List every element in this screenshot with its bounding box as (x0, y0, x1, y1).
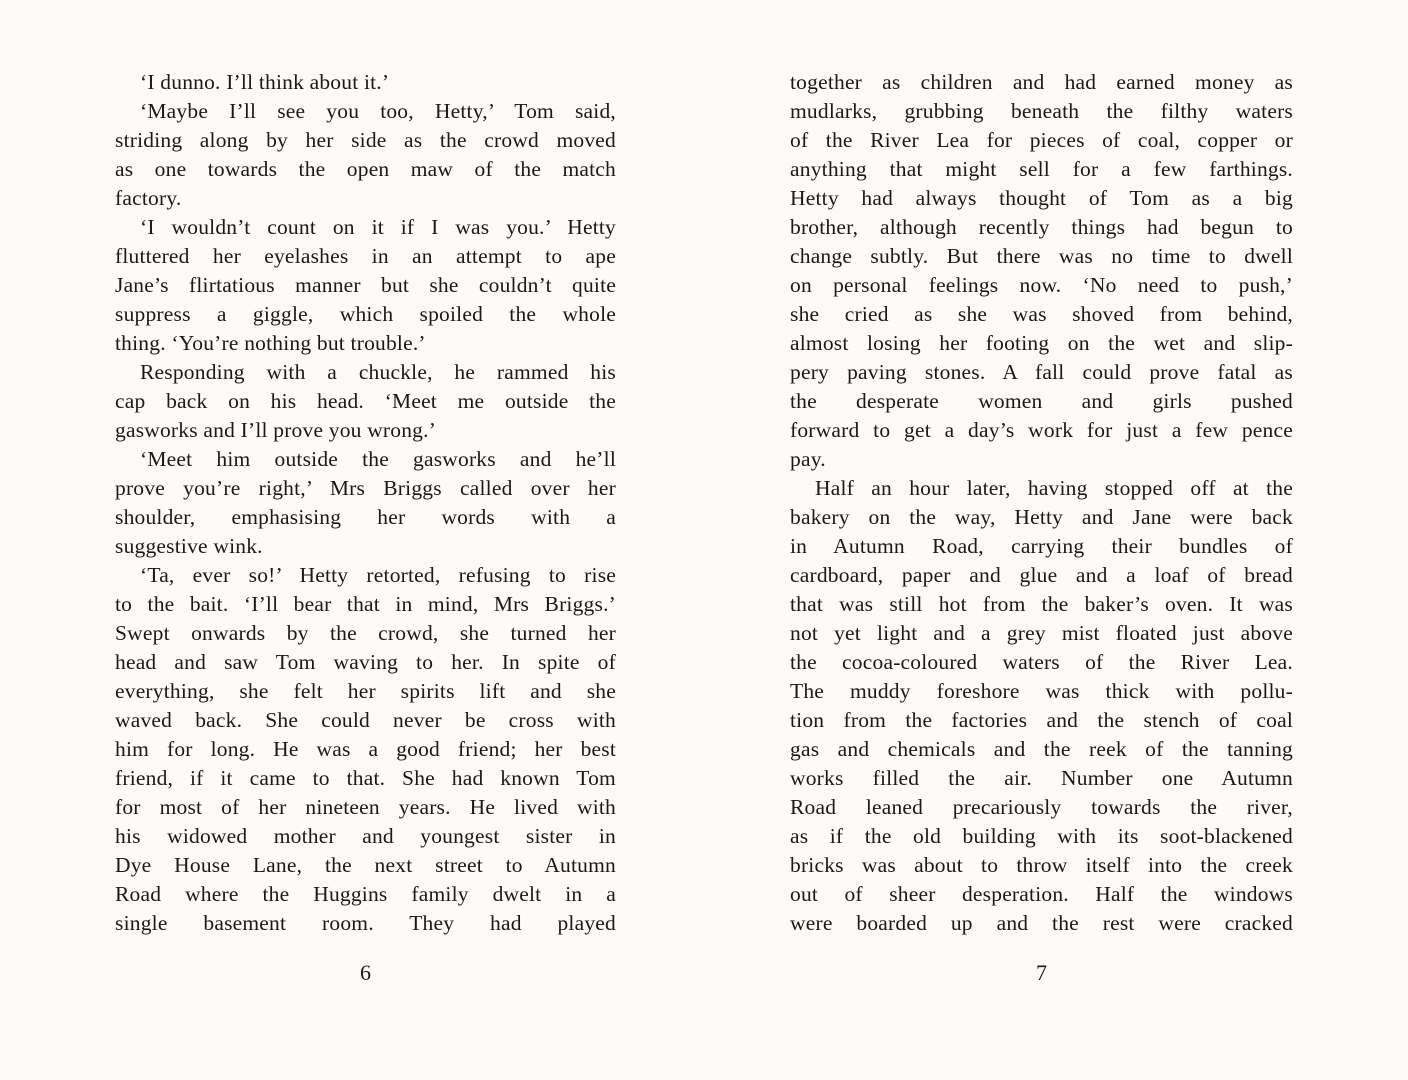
text-line: gas and chemicals and the reek of the tanning (790, 737, 1293, 761)
text-line: pery paving stones. A fall could prove fatal as (790, 360, 1293, 384)
text-line: Responding with a chuckle, he rammed his (140, 360, 616, 384)
text-line: ‘Maybe I’ll see you too, Hetty,’ Tom said, (140, 99, 616, 123)
text-line: ‘I wouldn’t count on it if I was you.’ Hetty (140, 215, 616, 239)
text-line: striding along by her side as the crowd moved (115, 128, 616, 152)
text-line: in Autumn Road, carrying their bundles of (790, 534, 1293, 558)
text-line: suggestive wink. (115, 534, 263, 558)
text-line: fluttered her eyelashes in an attempt to ape (115, 244, 616, 268)
text-line: single basement room. They had played (115, 911, 616, 935)
text-line: were boarded up and the rest were cracked (790, 911, 1293, 935)
text-line: together as children and had earned money as (790, 70, 1293, 94)
text-line: almost losing her footing on the wet and slip- (790, 331, 1293, 355)
text-line: Road leaned precariously towards the river, (790, 795, 1293, 819)
text-line: tion from the factories and the stench of coal (790, 708, 1293, 732)
text-line: as if the old building with its soot-blackened (790, 824, 1293, 848)
text-line: works filled the air. Number one Autumn (790, 766, 1293, 790)
page-number-left: 6 (360, 960, 371, 985)
text-line: factory. (115, 186, 182, 210)
text-line: ‘Meet him outside the gasworks and he’ll (140, 447, 616, 471)
text-line: bakery on the way, Hetty and Jane were back (790, 505, 1293, 529)
text-line: him for long. He was a good friend; her best (115, 737, 616, 761)
text-line: Half an hour later, having stopped off at the (815, 476, 1293, 500)
text-line: friend, if it came to that. She had known Tom (115, 766, 616, 790)
text-line: gasworks and I’ll prove you wrong.’ (115, 418, 437, 442)
text-line: head and saw Tom waving to her. In spite of (115, 650, 616, 674)
text-line: his widowed mother and youngest sister in (115, 824, 616, 848)
page-number-right: 7 (1036, 960, 1047, 985)
text-line: Swept onwards by the crowd, she turned her (115, 621, 616, 645)
text-line: The muddy foreshore was thick with pollu- (790, 679, 1293, 703)
text-line: not yet light and a grey mist floated just above (790, 621, 1293, 645)
page-text-left (115, 68, 616, 938)
text-line: on personal feelings now. ‘No need to push,’ (790, 273, 1293, 297)
text-line: prove you’re right,’ Mrs Briggs called over her (115, 476, 616, 500)
text-line: that was still hot from the baker’s oven. It was (790, 592, 1293, 616)
text-line: brother, although recently things had begun to (790, 215, 1293, 239)
text-line: change subtly. But there was no time to dwell (790, 244, 1293, 268)
text-line: Hetty had always thought of Tom as a big (790, 186, 1293, 210)
text-line: everything, she felt her spirits lift and she (115, 679, 616, 703)
text-line: ‘Ta, ever so!’ Hetty retorted, refusing to rise (140, 563, 616, 587)
text-line: to the bait. ‘I’ll bear that in mind, Mrs Briggs.’ (115, 592, 616, 616)
text-line: waved back. She could never be cross with (115, 708, 616, 732)
text-line: of the River Lea for pieces of coal, copper or (790, 128, 1293, 152)
text-line: Jane’s flirtatious manner but she couldn’t quite (115, 273, 616, 297)
text-line: suppress a giggle, which spoiled the whole (115, 302, 616, 326)
text-line: Dye House Lane, the next street to Autumn (115, 853, 616, 877)
text-line: the desperate women and girls pushed (790, 389, 1293, 413)
text-line: she cried as she was shoved from behind, (790, 302, 1293, 326)
page-text-right (790, 68, 1293, 938)
text-line: Road where the Huggins family dwelt in a (115, 882, 616, 906)
text-line: thing. ‘You’re nothing but trouble.’ (115, 331, 426, 355)
text-line: as one towards the open maw of the match (115, 157, 616, 181)
text-line: anything that might sell for a few farthings. (790, 157, 1293, 181)
text-line: pay. (790, 447, 826, 471)
text-line: mudlarks, grubbing beneath the filthy waters (790, 99, 1293, 123)
text-line: bricks was about to throw itself into the creek (790, 853, 1293, 877)
text-line: for most of her nineteen years. He lived with (115, 795, 616, 819)
text-line: ‘I dunno. I’ll think about it.’ (140, 70, 390, 94)
text-line: the cocoa-coloured waters of the River Lea. (790, 650, 1293, 674)
text-line: out of sheer desperation. Half the windows (790, 882, 1293, 906)
text-line: forward to get a day’s work for just a few pence (790, 418, 1293, 442)
text-line: cap back on his head. ‘Meet me outside the (115, 389, 616, 413)
text-line: shoulder, emphasising her words with a (115, 505, 616, 529)
text-line: cardboard, paper and glue and a loaf of bread (790, 563, 1293, 587)
